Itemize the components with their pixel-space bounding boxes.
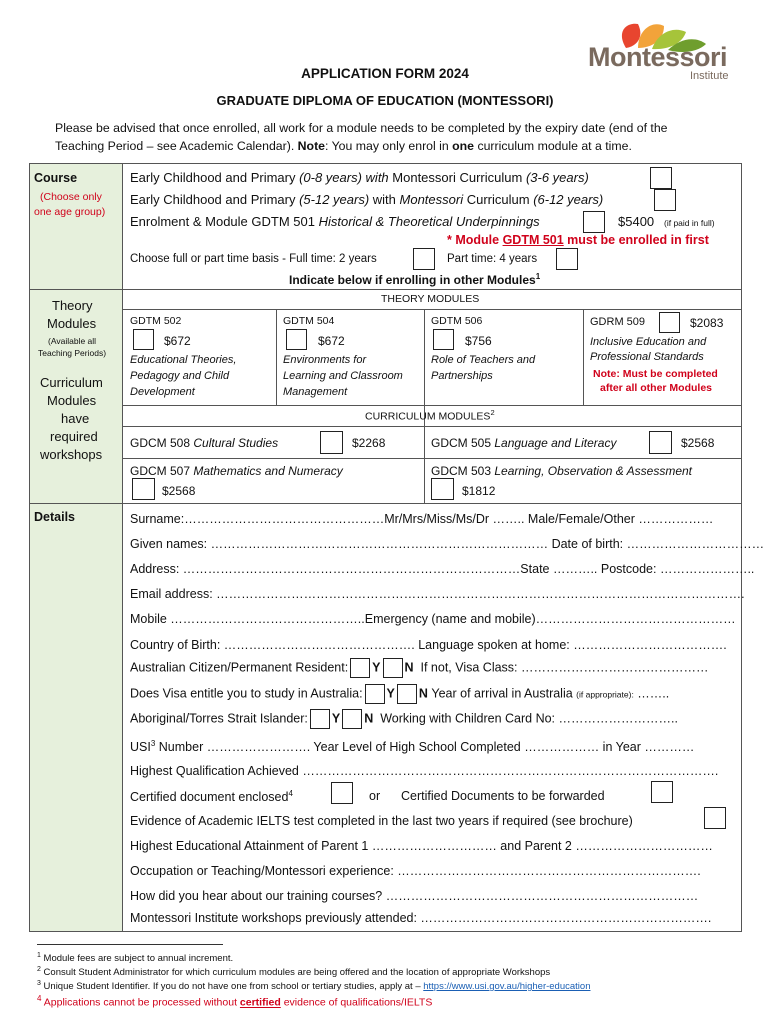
gdtm-506-checkbox[interactable] bbox=[433, 329, 454, 350]
module-desc-line: Role of Teachers and bbox=[431, 354, 536, 366]
module-note-line: Note: Must be completed bbox=[593, 368, 718, 380]
course-choose-note-2: one age group) bbox=[34, 206, 106, 218]
curriculum-heading-sup: 2 bbox=[490, 408, 495, 417]
certified-forwarded-label: Certified Documents to be forwarded bbox=[401, 789, 605, 803]
opt2-text-e: Curriculum bbox=[466, 192, 534, 207]
theory-label-1: Theory bbox=[52, 298, 93, 313]
module-desc-line: Management bbox=[283, 386, 348, 398]
module-code: GDTM 504 bbox=[283, 315, 335, 327]
opt2-text-a: Early Childhood and Primary bbox=[130, 192, 300, 207]
aboriginal-no-checkbox[interactable] bbox=[342, 709, 362, 729]
parent-attainment-field[interactable]: Highest Educational Attainment of Parent 1 ………………………… and Parent 2 …………………………… bbox=[130, 839, 713, 853]
opt2-text-c: with bbox=[372, 192, 400, 207]
gdcm-508-code: GDCM 508 bbox=[130, 436, 194, 450]
notice-text-a: Teaching Period – see Academic Calendar). bbox=[55, 139, 298, 153]
curriculum-label-2: Modules bbox=[47, 393, 97, 408]
course-5-12-checkbox[interactable] bbox=[654, 189, 676, 211]
usi-label: USI bbox=[130, 740, 151, 755]
logo-wordmark: Montessori bbox=[588, 42, 728, 72]
theory-label-2: Modules bbox=[47, 316, 97, 331]
must-enrol-b: GDTM 501 bbox=[502, 233, 564, 247]
module-price: $672 bbox=[164, 334, 191, 348]
curriculum-label-1: Curriculum bbox=[40, 375, 103, 390]
visa-label: Does Visa entitle you to study in Australia: bbox=[130, 686, 363, 701]
module-price: $672 bbox=[318, 334, 345, 348]
gdcm-505-price: $2568 bbox=[681, 436, 715, 450]
opt2-text-b: (5-12 years) bbox=[299, 192, 373, 207]
gdcm-503-name: Learning, Observation & Assessment bbox=[494, 464, 693, 478]
citizen-yes-label: Y bbox=[372, 660, 381, 675]
module-desc-line: Professional Standards bbox=[590, 351, 704, 363]
module-price: $756 bbox=[465, 334, 492, 348]
aboriginal-yes-checkbox[interactable] bbox=[310, 709, 330, 729]
visa-no-label: N bbox=[418, 686, 428, 701]
must-enrol-first-note bbox=[447, 233, 709, 247]
footnote-4-sup: 4 bbox=[37, 994, 42, 1003]
must-enrol-a: * Module bbox=[447, 233, 503, 247]
module-desc-line: Environments for bbox=[283, 354, 367, 366]
gdcm-507-checkbox[interactable] bbox=[132, 478, 155, 500]
full-time-checkbox[interactable] bbox=[413, 248, 435, 270]
footnote-3 bbox=[37, 980, 590, 992]
certified-forwarded-checkbox[interactable] bbox=[651, 781, 673, 803]
module-desc-line: Pedagogy and Child bbox=[130, 370, 230, 382]
footnote-1 bbox=[37, 952, 233, 964]
must-enrol-c: must be enrolled in first bbox=[563, 233, 709, 247]
theory-avail-1: (Available all bbox=[48, 336, 97, 346]
gdcm-505-checkbox[interactable] bbox=[649, 431, 672, 454]
how-heard-field[interactable]: How did you hear about our training courses? ………………………………………………………………… bbox=[130, 889, 699, 903]
notice-line-1: Please be advised that once enrolled, all work for a module needs to be completed by the expiry date (end of the bbox=[55, 121, 668, 135]
citizen-no-label: N bbox=[404, 660, 414, 675]
citizen-label: Australian Citizen/Permanent Resident: bbox=[130, 660, 349, 675]
curriculum-heading-text: CURRICULUM MODULES bbox=[365, 410, 491, 423]
module-desc-line: Learning and Classroom bbox=[283, 370, 403, 382]
gdcm-508-name: Cultural Studies bbox=[193, 436, 279, 450]
course-label: Course bbox=[34, 171, 78, 185]
gdtm-501-price: $5400 bbox=[618, 214, 655, 229]
occupation-field[interactable]: Occupation or Teaching/Montessori experience: ………………………………………………………………. bbox=[130, 864, 701, 878]
logo-subtext: Institute bbox=[690, 70, 729, 82]
ielts-label: Evidence of Academic IELTS test completed in the last two years if required (see brochure) bbox=[130, 814, 633, 828]
module-gdcm-503 bbox=[431, 464, 692, 478]
course-option-5-12 bbox=[130, 192, 603, 207]
opt2-text-d: Montessori bbox=[399, 192, 467, 207]
footnote-4-text-a: Applications cannot be processed without bbox=[41, 996, 240, 1009]
gdtm-501-paid-note: (if paid in full) bbox=[664, 218, 715, 228]
mobile-field[interactable]: Mobile ………………………………………..Emergency (name and mobile)………………………………………… bbox=[130, 612, 736, 626]
certified-sup: 4 bbox=[288, 789, 293, 798]
footnote-2 bbox=[37, 966, 550, 978]
module-price: $2083 bbox=[690, 316, 724, 330]
usi-row[interactable] bbox=[130, 739, 694, 754]
indicate-sup: 1 bbox=[535, 272, 541, 281]
gdcm-508-checkbox[interactable] bbox=[320, 431, 343, 454]
certified-enclosed-label: Certified document enclosed bbox=[130, 790, 289, 805]
gdcm-503-price: $1812 bbox=[462, 484, 496, 498]
opt1-text-c: Montessori Curriculum bbox=[392, 170, 526, 185]
footnote-4 bbox=[37, 994, 432, 1009]
year-arrival-field[interactable]: …….. bbox=[637, 686, 670, 701]
year-arrival-label: Year of arrival in Australia bbox=[431, 686, 573, 701]
citizen-yes-checkbox[interactable] bbox=[350, 658, 370, 678]
module-gdcm-507 bbox=[130, 464, 343, 478]
indicate-text: Indicate below if enrolling in other Modules bbox=[289, 273, 536, 287]
notice-one: one bbox=[452, 139, 475, 153]
indicate-other-modules bbox=[289, 272, 540, 287]
module-desc-line: Educational Theories, bbox=[130, 354, 237, 366]
footnote-3-sup: 3 bbox=[37, 980, 41, 987]
module-code: GDTM 502 bbox=[130, 315, 182, 327]
footnote-1-sup: 1 bbox=[37, 952, 41, 959]
aboriginal-label: Aboriginal/Torres Strait Islander: bbox=[130, 711, 308, 726]
certified-row bbox=[130, 789, 293, 804]
ielts-checkbox[interactable] bbox=[704, 807, 726, 829]
module-code: GDTM 506 bbox=[431, 315, 483, 327]
visa-class-field[interactable]: If not, Visa Class: ……………………………………… bbox=[420, 660, 709, 675]
citizen-row bbox=[130, 658, 709, 678]
module-note-line: after all other Modules bbox=[600, 382, 713, 394]
certified-enclosed-checkbox[interactable] bbox=[331, 782, 353, 804]
footnote-4-text-c: evidence of qualifications/IELTS bbox=[280, 996, 433, 1009]
course-option-0-8 bbox=[130, 170, 589, 185]
gdtm-504-checkbox[interactable] bbox=[286, 329, 307, 350]
footnote-4-certified: certified bbox=[239, 996, 281, 1009]
country-of-birth-field[interactable]: Country of Birth: ………………………………………. Language spoken at home: ………………………………. bbox=[130, 638, 727, 652]
usi-sup: 3 bbox=[150, 739, 156, 748]
email-field[interactable]: Email address: ………………………………………………………………………………………………………………. bbox=[130, 587, 745, 601]
enrol-text-b: Historical & Theoretical Underpinnings bbox=[318, 214, 540, 229]
aboriginal-no-label: N bbox=[364, 711, 374, 726]
footnote-2-text: Consult Student Administrator for which curriculum modules are being offered and the location of appropriate Workshops bbox=[40, 967, 551, 979]
part-time-label: Part time: 4 years bbox=[447, 253, 538, 265]
year-arrival-note: (if appropriate): bbox=[576, 689, 634, 700]
part-time-checkbox[interactable] bbox=[556, 248, 578, 270]
footnote-2-sup: 2 bbox=[37, 966, 41, 973]
citizen-no-checkbox[interactable] bbox=[383, 658, 403, 678]
curriculum-label-5: workshops bbox=[40, 447, 103, 462]
gdcm-503-code: GDCM 503 bbox=[431, 464, 495, 478]
usi-link[interactable]: https://www.usi.gov.au/higher-education bbox=[423, 981, 591, 993]
module-desc-line: Inclusive Education and bbox=[590, 336, 707, 348]
aboriginal-row bbox=[130, 709, 678, 729]
module-gdcm-508 bbox=[130, 436, 278, 450]
opt1-text-d: (3-6 years) bbox=[525, 170, 589, 185]
enrol-text-a: Enrolment & Module GDTM 501 bbox=[130, 214, 319, 229]
given-names-field[interactable]: Given names: ……………………………………………………………………… Date of birth: …………………………… bbox=[130, 537, 765, 551]
opt1-text-b: (0-8 years) with bbox=[299, 170, 393, 185]
visa-yes-checkbox[interactable] bbox=[365, 684, 385, 704]
details-label-cell bbox=[30, 504, 122, 931]
notice-text-b: : You may only enrol in bbox=[325, 139, 453, 153]
opt2-text-f: (6-12 years) bbox=[533, 192, 604, 207]
address-field[interactable]: Address: ………………………………………………………………………State ……….. Postcode: ………………….. bbox=[130, 562, 755, 576]
module-desc-line: Development bbox=[130, 386, 195, 398]
highest-qualification-field[interactable]: Highest Qualification Achieved ………………………………………………………………………………………. bbox=[130, 764, 719, 778]
module-desc-line: Partnerships bbox=[431, 370, 493, 382]
gdtm-501-checkbox[interactable] bbox=[583, 211, 605, 233]
gdcm-507-name: Mathematics and Numeracy bbox=[193, 464, 343, 478]
workshops-attended-field[interactable]: Montessori Institute workshops previously attended: ……………………………………………………………. bbox=[130, 911, 712, 925]
gdcm-505-name: Language and Literacy bbox=[494, 436, 617, 450]
footnote-divider bbox=[37, 944, 223, 945]
notice-note-label: Note bbox=[297, 139, 325, 153]
course-0-8-checkbox[interactable] bbox=[650, 167, 672, 189]
footnote-1-text: Module fees are subject to annual increment. bbox=[40, 953, 234, 965]
theory-modules-heading: THEORY MODULES bbox=[381, 293, 480, 305]
form-subtitle: GRADUATE DIPLOMA OF EDUCATION (MONTESSORI) bbox=[216, 93, 554, 108]
gdtm-502-checkbox[interactable] bbox=[133, 329, 154, 350]
module-code: GDRM 509 bbox=[590, 316, 646, 328]
gdcm-507-code: GDCM 507 bbox=[130, 464, 194, 478]
curriculum-label-4: required bbox=[50, 429, 98, 444]
curriculum-modules-heading bbox=[365, 408, 495, 423]
course-choose-note-1: (Choose only bbox=[40, 191, 102, 203]
enrolment-gdtm-501 bbox=[130, 214, 540, 229]
aboriginal-yes-label: Y bbox=[331, 711, 341, 726]
usi-field[interactable]: Number ……………………. Year Level of High School Completed ……………… in Year ………… bbox=[155, 740, 695, 755]
curriculum-label-3: have bbox=[61, 411, 90, 426]
basis-label: Choose full or part time basis - Full time: 2 years bbox=[130, 253, 377, 265]
footnote-3-text: Unique Student Identifier. If you do not have one from school or tertiary studies, apply at – bbox=[40, 981, 424, 993]
gdcm-503-checkbox[interactable] bbox=[431, 478, 454, 500]
theory-avail-2: Teaching Periods) bbox=[38, 348, 107, 358]
module-gdcm-505 bbox=[431, 436, 616, 450]
notice-text-c: curriculum module at a time. bbox=[474, 139, 632, 153]
visa-no-checkbox[interactable] bbox=[397, 684, 417, 704]
gdcm-505-code: GDCM 505 bbox=[431, 436, 495, 450]
wwc-card-field[interactable]: Working with Children Card No: ……………………….. bbox=[380, 711, 678, 726]
form-title: APPLICATION FORM 2024 bbox=[301, 66, 469, 81]
gdrm-509-checkbox[interactable] bbox=[659, 312, 680, 333]
details-label: Details bbox=[34, 510, 75, 524]
certified-or: or bbox=[369, 789, 381, 803]
gdcm-508-price: $2268 bbox=[352, 436, 386, 450]
visa-row bbox=[130, 684, 669, 704]
notice-line-2 bbox=[55, 139, 632, 153]
surname-field[interactable]: Surname:…………………………………………Mr/Mrs/Miss/Ms/Dr …….. Male/Female/Other ……………… bbox=[130, 512, 714, 526]
gdcm-507-price: $2568 bbox=[162, 484, 196, 498]
opt1-text-a: Early Childhood and Primary bbox=[130, 170, 300, 185]
visa-yes-label: Y bbox=[386, 686, 395, 701]
